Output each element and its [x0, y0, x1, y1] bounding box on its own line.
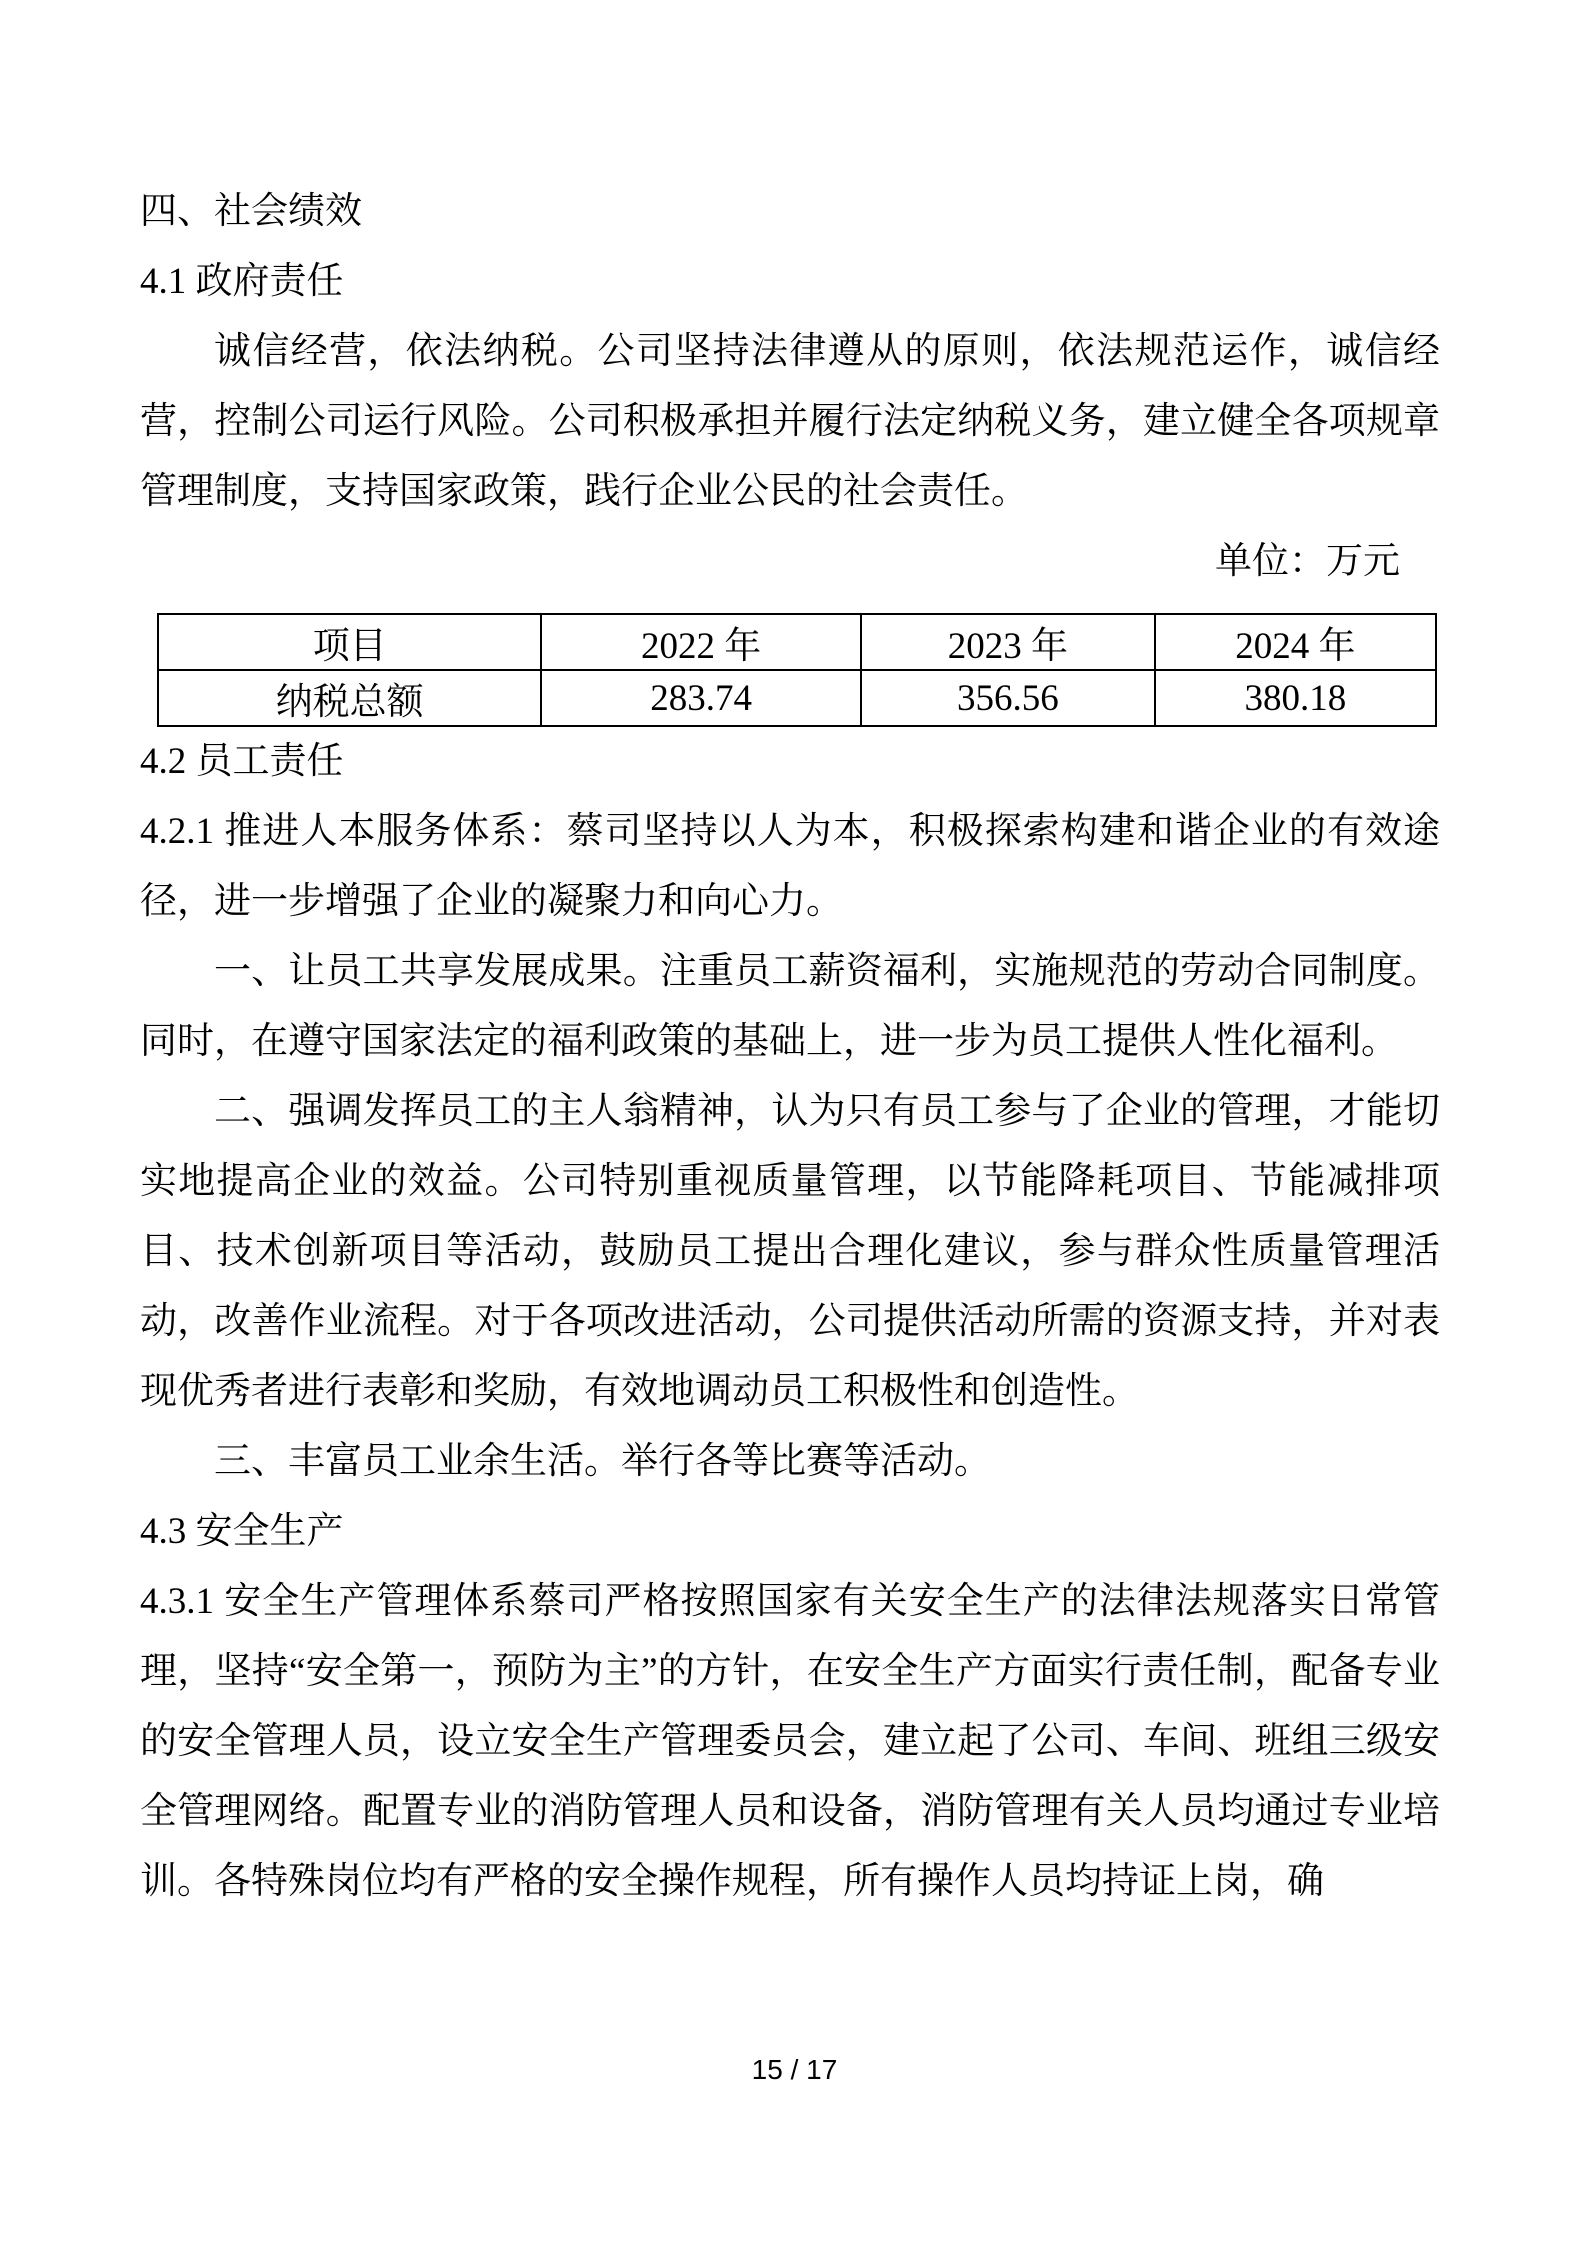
paragraph-government-responsibility: 诚信经营，依法纳税。公司坚持法律遵从的原则，依法规范运作，诚信经营，控制公司运行风险。公司积极承担并履行法定纳税义务，建立健全各项规章管理制度，支持国家政策，践行企业公民的社会责任。 [140, 331, 1440, 512]
table-cell-tax-2023: 356.56 [861, 670, 1155, 726]
table-header-2024: 2024 年 [1155, 614, 1436, 670]
paragraph-share-development: 一、让员工共享发展成果。注重员工薪资福利，实施规范的劳动合同制度。同时，在遵守国家法定的福利政策的基础上，进一步为员工提供人性化福利。 [140, 951, 1440, 1062]
table-header-2022: 2022 年 [541, 614, 861, 670]
table-cell-tax-label: 纳税总额 [158, 670, 541, 726]
section-heading-employee-responsibility: 4.2 员工责任 [140, 741, 344, 782]
table-row-tax-total [158, 670, 1436, 726]
section-heading-production-safety: 4.3 安全生产 [140, 1511, 344, 1552]
table-cell-tax-2024: 380.18 [1155, 670, 1436, 726]
paragraph-leisure-life: 三、丰富员工业余生活。举行各等比赛等活动。 [214, 1441, 991, 1482]
paragraph-human-service-system: 4.2.1 推进人本服务体系：蔡司坚持以人为本，积极探索构建和谐企业的有效途径，进一步增强了企业的凝聚力和向心力。 [140, 811, 1440, 922]
paragraph-safety-management-system: 4.3.1 安全生产管理体系蔡司严格按照国家有关安全生产的法律法规落实日常管理，坚持“安全第一，预防为主”的方针，在安全生产方面实行责任制，配备专业的安全管理人员，设立安全生产管理委员会，建立起了公司、车间、班组三级安全管理网络。配置专业的消防管理人员和设备，消防管理有关人员均通过专业培训。各特殊岗位均有严格的安全操作规程，所有操作人员均持证上岗，确 [140, 1581, 1440, 1902]
paragraph-ownership-spirit: 二、强调发挥员工的主人翁精神，认为只有员工参与了企业的管理，才能切实地提高企业的效益。公司特别重视质量管理，以节能降耗项目、节能减排项目、技术创新项目等活动，鼓励员工提出合理化建议，参与群众性质量管理活动，改善作业流程。对于各项改进活动，公司提供活动所需的资源支持，并对表现优秀者进行表彰和奖励，有效地调动员工积极性和创造性。 [140, 1091, 1440, 1412]
table-header-item: 项目 [158, 614, 541, 670]
table-header-row [158, 614, 1436, 670]
table-cell-tax-2022: 283.74 [541, 670, 861, 726]
table-unit-label: 单位：万元 [1215, 541, 1400, 582]
section-heading-social-performance: 四、社会绩效 [140, 191, 362, 232]
tax-table [157, 613, 1437, 727]
page-number: 15 / 17 [751, 2054, 838, 2085]
table-header-2023: 2023 年 [861, 614, 1155, 670]
section-heading-government-responsibility: 4.1 政府责任 [140, 261, 344, 302]
